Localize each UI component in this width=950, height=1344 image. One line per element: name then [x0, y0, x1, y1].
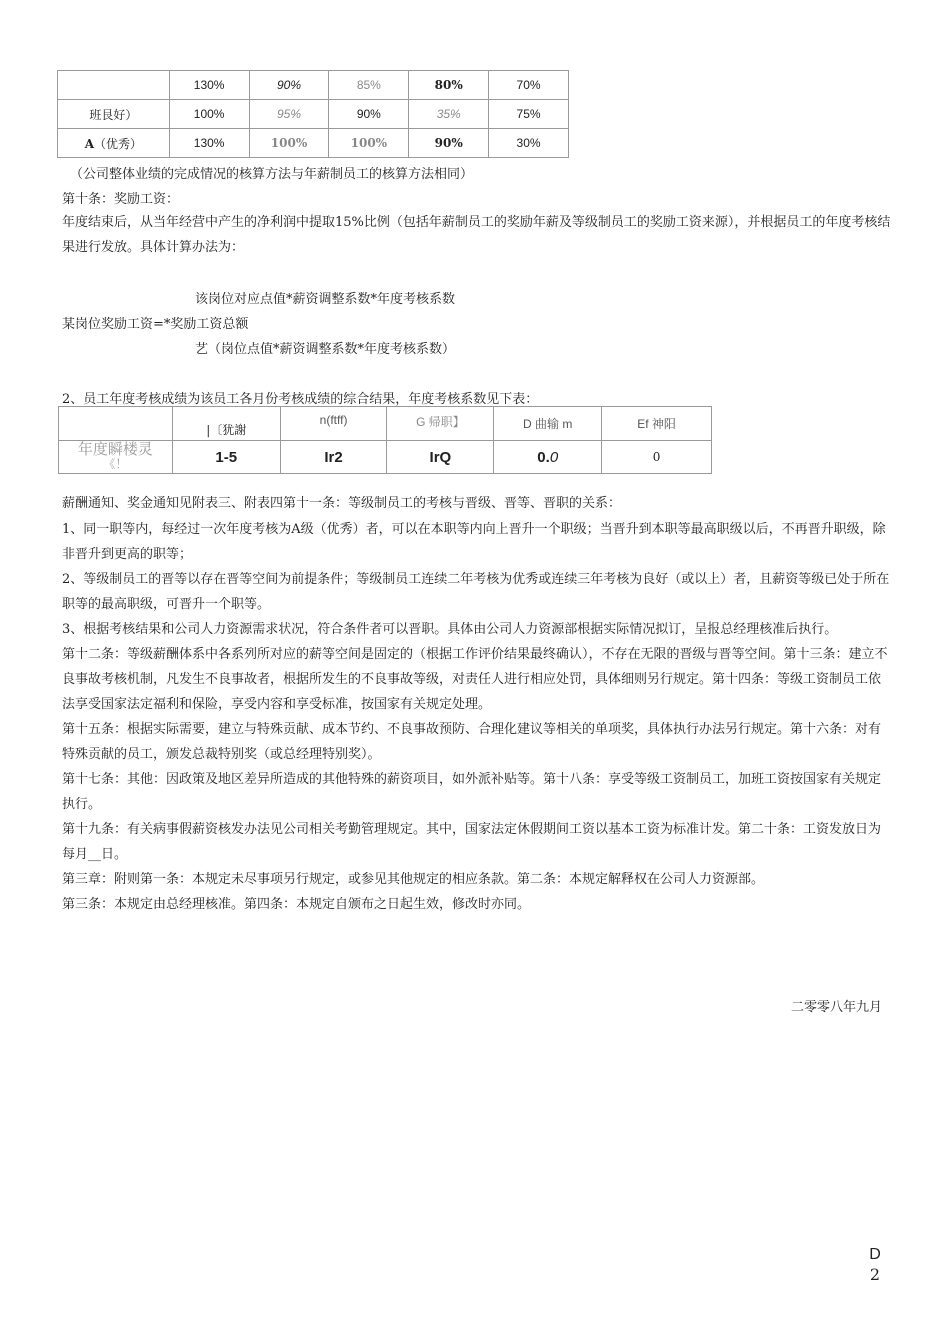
article-10-body: 年度结束后，从当年经营中产生的净利润中提取15%比例（包括年薪制员工的奖励年薪及等级制员工的奖励工资来源），并根据员工的年度考核结果进行发放。具体计算办法为： — [62, 215, 891, 255]
table-cell: IrQ — [387, 441, 494, 474]
table-cell: 75% — [489, 100, 569, 129]
column-header: G 帰职】 — [387, 407, 494, 441]
table-cell: 0 — [602, 441, 712, 474]
row-label — [58, 129, 170, 158]
table-cell: 130% — [169, 71, 249, 100]
table-cell: 100% — [249, 129, 329, 158]
table-row — [59, 441, 712, 474]
paragraph: 第三条：本规定由总经理核准。第四条：本规定自颁布之日起生效，修改时亦同。 — [62, 897, 531, 912]
paragraph: 薪酬通知、奖金通知见附表三、附表四第十一条：等级制员工的考核与晋级、晋等、晋职的关系： — [62, 496, 622, 511]
paragraph: 第十九条：有关病事假薪资核发办法见公司相关考勤管理规定。其中，国家法定休假期间工资以基本工资为标准计发。第二十条：工资发放日为每月__日。 — [62, 822, 882, 862]
paragraph: 第十五条：根据实际需要，建立与特殊贡献、成本节约、不良事故预防、合理化建议等相关的单项奖，具体执行办法另行规定。第十六条：对有特殊贡献的员工，颁发总裁特别奖（或总经理特别奖）。 — [62, 722, 882, 762]
row-label-top: 年度瞬楼灵 — [77, 441, 153, 458]
table-header-row — [59, 407, 712, 441]
row-label — [59, 441, 173, 474]
document-date: 二零零八年九月 — [790, 1000, 882, 1015]
table-cell: 0.0 — [494, 441, 602, 474]
formula-denominator: 艺（岗位点值*薪资调整系数*年度考核系数） — [195, 342, 456, 357]
paragraph: 2、等级制员工的晋等以存在晋等空间为前提条件；等级制员工连续二年考核为优秀或连续三年考核为良好（或以上）者，且薪资等级已处于所在职等的最高职级，可晋升一个职等。 — [62, 572, 890, 612]
table-row — [58, 71, 569, 100]
table-cell: 95% — [249, 100, 329, 129]
page-number: D 2 — [869, 1246, 881, 1284]
table-cell: 80% — [409, 71, 489, 100]
table-cell: 1-5 — [172, 441, 280, 474]
grade-text: （优秀） — [94, 136, 143, 151]
table-cell: 100% — [329, 129, 409, 158]
table-cell: 30% — [489, 129, 569, 158]
table-cell: 35% — [409, 100, 489, 129]
item-2-text: 2、员工年度考核成绩为该员工各月份考核成绩的综合结果，年度考核系数见下表： — [62, 392, 539, 407]
table-cell: Ir2 — [280, 441, 387, 474]
row-label: 班艮好） — [58, 100, 170, 129]
table-cell: 90% — [249, 71, 329, 100]
table-cell: 70% — [489, 71, 569, 100]
paragraph: 1、同一职等内，每经过一次年度考核为A级（优秀）者，可以在本职等内向上晋升一个职级；当晋升到本职等最高职级以后，不再晋升职级，除非晋升到更高的职等； — [62, 522, 886, 562]
paragraph: 第十二条：等级薪酬体系中各系列所对应的薪等空间是固定的（根据工作评价结果最终确认），不存在无限的晋级与晋等空间。第十三条：建立不良事故考核机制，凡发生不良事故者，根据所发生的不良事故等级，对责任人进行相应处罚，具体细则另行规定。第十四条：等级工资制员工依法享受国家法定福利和保险，享受内容和享受标准，按国家有关规定处理。 — [62, 647, 888, 712]
column-header: n(ftff) — [280, 407, 387, 441]
annual-coefficient-table — [58, 406, 712, 474]
table-cell: 100% — [169, 100, 249, 129]
table-cell: 90% — [329, 100, 409, 129]
assessment-ratio-table — [57, 70, 569, 158]
column-header: D 曲输 m — [494, 407, 602, 441]
table-row — [58, 129, 569, 158]
table-cell: 130% — [169, 129, 249, 158]
table-row — [58, 100, 569, 129]
row-label — [58, 71, 170, 100]
formula-label: 某岗位奖励工资=*奖励工资总额 — [62, 317, 249, 332]
note-calculation: （公司整体业绩的完成情况的核算方法与年薪制员工的核算方法相同） — [70, 167, 474, 182]
column-header: |〔犹謝 — [172, 407, 280, 441]
paragraph: 第三章：附则第一条：本规定未尽事项另行规定，或参见其他规定的相应条款。第二条：本规定解释权在公司人力资源部。 — [62, 872, 765, 887]
paragraph: 3、根据考核结果和公司人力资源需求状况，符合条件者可以晋职。具体由公司人力资源部根据实际情况拟订，呈报总经理核准后执行。 — [62, 622, 838, 637]
row-label-bottom: 《！ — [103, 457, 128, 471]
paragraph: 第十七条：其他：因政策及地区差异所造成的其他特殊的薪资项目，如外派补贴等。第十八条：享受等级工资制员工，加班工资按国家有关规定执行。 — [62, 772, 882, 812]
column-header: Ef 神阳 — [602, 407, 712, 441]
header-blank — [59, 407, 173, 441]
table-cell: 85% — [329, 71, 409, 100]
grade-letter: A — [84, 136, 94, 151]
article-10-title: 第十条：奖励工资： — [62, 192, 180, 207]
formula-numerator: 该岗位对应点值*薪资调整系数*年度考核系数 — [195, 292, 456, 307]
table-cell: 90% — [409, 129, 489, 158]
